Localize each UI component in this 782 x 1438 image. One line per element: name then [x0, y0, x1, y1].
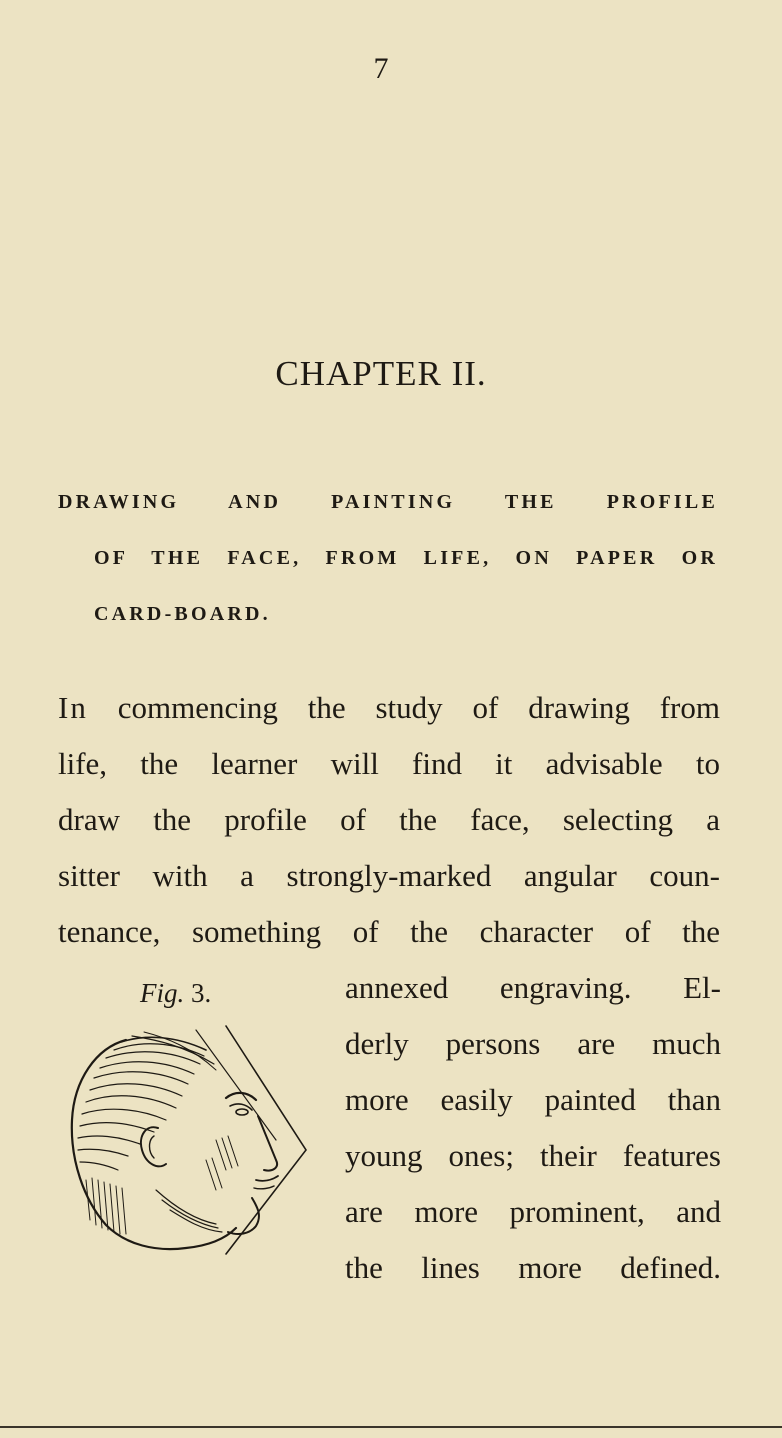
side-line-1: annexed engraving. El- [345, 970, 721, 1005]
profile-head-engraving-icon [66, 1020, 316, 1265]
body-line-5: tenance, something of the character of the [58, 914, 720, 949]
drop-in-word: In [58, 690, 88, 725]
figure-caption [140, 978, 211, 1009]
subtitle-line-1: DRAWING AND PAINTING THE PROFILE [58, 491, 718, 513]
chapter-subtitle [58, 474, 718, 642]
side-line-2: derly persons are much [345, 1026, 721, 1061]
figure-caption-number: 3. [191, 978, 212, 1008]
figure-side-paragraph [345, 960, 721, 1296]
page-number: 7 [373, 52, 389, 85]
body-line-3: draw the profile of the face, selecting a [58, 802, 720, 837]
body-line-4: sitter with a strongly-marked angular coun- [58, 858, 720, 893]
figure-caption-word: Fig. [140, 978, 185, 1008]
side-line-4: young ones; their features [345, 1138, 721, 1173]
body-line-1 [58, 680, 720, 736]
side-line-6: the lines more defined. [345, 1250, 721, 1285]
body-line-2: life, the learner will find it advisable to [58, 746, 720, 781]
subtitle-line-2: OF THE FACE, FROM LIFE, ON PAPER OR [94, 547, 718, 569]
subtitle-line-3: CARD-BOARD. [94, 603, 271, 625]
page-bottom-divider [0, 1426, 782, 1428]
body-paragraph [58, 680, 720, 960]
side-line-3: more easily painted than [345, 1082, 721, 1117]
body-line-1-rest: commencing the study of drawing from [117, 690, 720, 725]
chapter-title: CHAPTER II. [275, 354, 487, 393]
profile-head-engraving-svg [66, 1020, 316, 1265]
side-line-5: are more prominent, and [345, 1194, 721, 1229]
